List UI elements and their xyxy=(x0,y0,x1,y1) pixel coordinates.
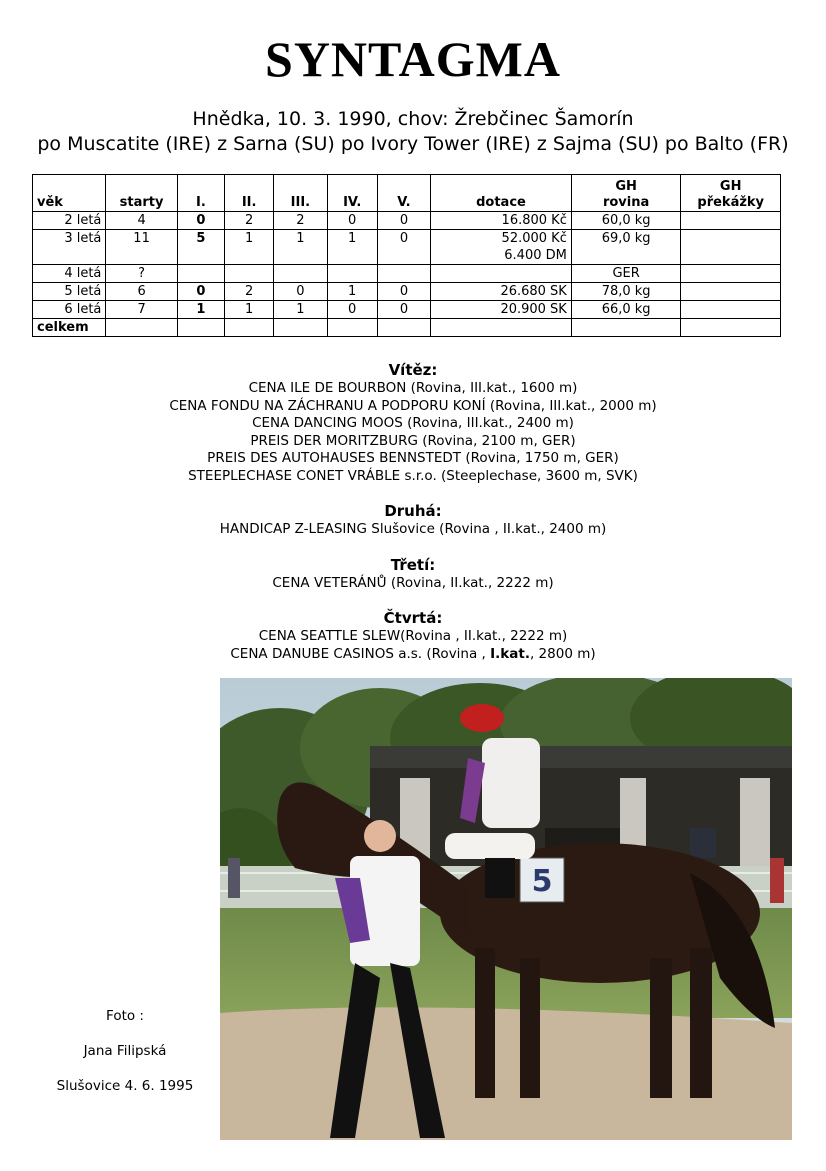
cell-second xyxy=(225,319,274,337)
header-prize: dotace xyxy=(431,175,572,212)
cell-age: 3 letá xyxy=(33,230,106,265)
fourth-race-text: CENA DANUBE CASINOS a.s. (Rovina , xyxy=(230,645,491,662)
cell-jump xyxy=(681,265,781,283)
header-second: II. xyxy=(225,175,274,212)
header-starts: starty xyxy=(106,175,177,212)
cell-second: 2 xyxy=(225,283,274,301)
cell-age: 5 letá xyxy=(33,283,106,301)
cell-flat: GER xyxy=(571,265,681,283)
cell-fifth xyxy=(377,265,430,283)
fourth-heading: Čtvrtá: xyxy=(383,609,443,627)
horse-details-line: Hnědka, 10. 3. 1990, chov: Žrebčinec Šamorín xyxy=(192,108,634,130)
photo-credit-author: Jana Filipská xyxy=(83,1043,167,1059)
saddle-number: 5 xyxy=(531,864,553,899)
table-row xyxy=(33,230,781,265)
cell-prize xyxy=(431,230,572,265)
header-flat-weight xyxy=(571,175,681,212)
table-row xyxy=(33,265,781,283)
cell-fifth: 0 xyxy=(377,230,430,265)
cell-second xyxy=(225,265,274,283)
table-row xyxy=(33,301,781,319)
header-third: III. xyxy=(274,175,327,212)
cell-fourth: 1 xyxy=(327,283,377,301)
horse-photo xyxy=(220,678,792,1140)
cell-age: 2 letá xyxy=(33,212,106,230)
header-fifth: V. xyxy=(377,175,430,212)
cell-flat: 60,0 kg xyxy=(571,212,681,230)
cell-prize-value-2: 6.400 DM xyxy=(504,248,567,263)
cell-third xyxy=(274,265,327,283)
cell-second: 1 xyxy=(225,230,274,265)
cell-flat: 69,0 kg xyxy=(571,230,681,265)
cell-jump xyxy=(681,230,781,265)
photo-credit xyxy=(40,1007,210,1112)
fourth-race xyxy=(0,646,826,664)
cell-prize xyxy=(431,301,572,319)
cell-first xyxy=(177,319,224,337)
cell-third: 0 xyxy=(274,283,327,301)
table-row xyxy=(33,212,781,230)
pedigree-line: po Muscatite (IRE) z Sarna (SU) po Ivory Tower (IRE) z Sajma (SU) po Balto (FR) xyxy=(37,133,789,155)
horse-name-title: SYNTAGMA xyxy=(265,31,561,87)
cell-jump xyxy=(681,212,781,230)
cell-flat: 66,0 kg xyxy=(571,301,681,319)
saddle-cloth xyxy=(520,858,564,902)
winner-race: CENA FONDU NA ZÁCHRANU A PODPORU KONÍ (Rovina, III.kat., 2000 m) xyxy=(169,397,657,414)
header-age: věk xyxy=(33,175,106,212)
cell-third: 1 xyxy=(274,230,327,265)
winner-race: CENA DANCING MOOS (Rovina, III.kat., 2400 m) xyxy=(252,415,574,431)
table-row xyxy=(33,283,781,301)
photo-credit-label: Foto : xyxy=(106,1008,144,1024)
cell-fifth: 0 xyxy=(377,212,430,230)
third-race: CENA VETERÁNŮ (Rovina, II.kat., 2222 m) xyxy=(272,574,554,591)
cell-first: 5 xyxy=(177,230,224,265)
cell-starts: 6 xyxy=(106,283,177,301)
cell-jump xyxy=(681,319,781,337)
race-results xyxy=(0,360,826,663)
fourth-race: CENA SEATTLE SLEW(Rovina , II.kat., 2222 m) xyxy=(258,628,568,644)
second-heading: Druhá: xyxy=(384,502,442,520)
cell-prize-value: 16.800 Kč xyxy=(501,213,567,228)
cell-starts: 11 xyxy=(106,230,177,265)
header-jump-line2: překážky xyxy=(697,195,765,210)
header-fourth: IV. xyxy=(327,175,377,212)
cell-fifth: 0 xyxy=(377,301,430,319)
photo-credit-place-date: Slušovice 4. 6. 1995 xyxy=(56,1078,194,1094)
winner-race: PREIS DER MORITZBURG (Rovina, 2100 m, GER) xyxy=(250,432,576,449)
cell-prize xyxy=(431,212,572,230)
cell-fourth xyxy=(327,265,377,283)
header-first: I. xyxy=(177,175,224,212)
cell-fourth: 0 xyxy=(327,301,377,319)
cell-second: 1 xyxy=(225,301,274,319)
cell-fifth: 0 xyxy=(377,283,430,301)
cell-third: 1 xyxy=(274,301,327,319)
cell-first: 0 xyxy=(177,212,224,230)
winner-race: STEEPLECHASE CONET VRÁBLE s.r.o. (Steeplechase, 3600 m, SVK) xyxy=(188,467,638,484)
cell-starts: ? xyxy=(106,265,177,283)
cell-flat xyxy=(571,319,681,337)
header-flat-line1: GH xyxy=(615,179,637,194)
cell-fifth xyxy=(377,319,430,337)
cell-second: 2 xyxy=(225,212,274,230)
table-header-row xyxy=(33,175,781,212)
cell-prize xyxy=(431,319,572,337)
cell-prize-value: 26.680 SK xyxy=(500,284,567,299)
cell-starts: 4 xyxy=(106,212,177,230)
cell-third xyxy=(274,319,327,337)
header-jump-line1: GH xyxy=(719,179,742,194)
header-jump-weight xyxy=(681,175,781,212)
cell-prize-value: 20.900 SK xyxy=(500,302,567,317)
cell-age: 4 letá xyxy=(33,265,106,283)
cell-first xyxy=(177,265,224,283)
cell-total-label: celkem xyxy=(33,319,106,337)
second-race: HANDICAP Z-LEASING Slušovice (Rovina , II.kat., 2400 m) xyxy=(219,521,607,537)
cell-starts: 7 xyxy=(106,301,177,319)
cell-age: 6 letá xyxy=(33,301,106,319)
cell-third: 2 xyxy=(274,212,327,230)
race-statistics-table xyxy=(32,174,781,337)
cell-fourth: 0 xyxy=(327,212,377,230)
table-total-row xyxy=(33,319,781,337)
winner-race: PREIS DES AUTOHAUSES BENNSTEDT (Rovina, 1750 m, GER) xyxy=(207,450,619,466)
fourth-race-category: I.kat. xyxy=(490,645,530,662)
cell-prize xyxy=(431,265,572,283)
header-flat-line2: rovina xyxy=(602,195,650,210)
third-heading: Třetí: xyxy=(390,555,436,574)
cell-prize-value: 52.000 Kč xyxy=(501,231,567,246)
winner-heading: Vítěz: xyxy=(388,361,438,379)
cell-fourth xyxy=(327,319,377,337)
cell-flat: 78,0 kg xyxy=(571,283,681,301)
cell-fourth: 1 xyxy=(327,230,377,265)
cell-first: 1 xyxy=(177,301,224,319)
horse-photo-illustration xyxy=(220,678,792,1140)
cell-prize xyxy=(431,283,572,301)
winner-race: CENA ILE DE BOURBON (Rovina, III.kat., 1600 m) xyxy=(248,380,578,396)
cell-jump xyxy=(681,301,781,319)
cell-first: 0 xyxy=(177,283,224,301)
cell-starts xyxy=(106,319,177,337)
fourth-race-text-end: , 2800 m) xyxy=(529,645,596,662)
cell-jump xyxy=(681,283,781,301)
